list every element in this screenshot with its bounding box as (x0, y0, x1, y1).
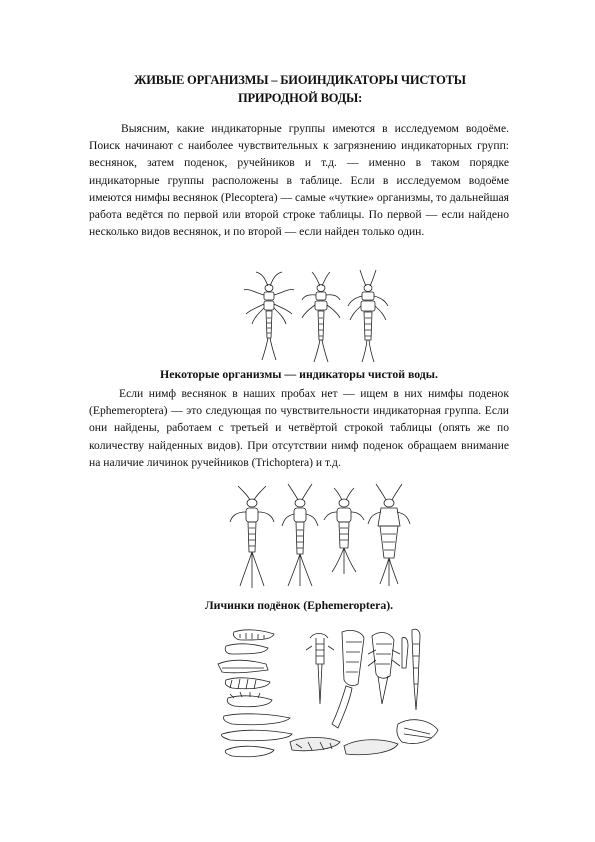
paragraph-intro: Выясним, какие индикаторные группы имеются в исследуемом водоёме. Поиск начинают с наиболее чувствительных к загрязнению индикаторных групп: веснянок, затем поденок, ручейников и т.д. — именно в таком порядке индикаторные группы расположены в таблице. Если в исследуемом водоёме имеются нимфы веснянок (Plecoptera) — самые «чуткие» организмы, то дальнейшая работа ведётся по первой или второй строке таблицы. По первой — если найдено несколько видов веснянок, и по второй — если найден только один. (89, 122, 509, 239)
mayfly-larva-2 (282, 484, 318, 586)
mayfly-larva-4 (368, 484, 410, 586)
stonefly-nymph-3 (348, 270, 388, 362)
page-title (75, 71, 525, 107)
figure-caption-mayflies: Личинки подёнок (Ephemeroptera). (204, 598, 394, 612)
larva-left-column (218, 630, 292, 757)
larva-upper-middle (306, 634, 334, 705)
stonefly-nymph-2 (302, 272, 340, 362)
title-line-1: ЖИВЫЕ ОРГАНИЗМЫ – БИОИНДИКАТОРЫ ЧИСТОТЫ (134, 73, 466, 87)
larva-middle-cases (290, 738, 398, 755)
stonefly-nymph-1 (244, 272, 294, 360)
mayfly-larvae-figure (226, 482, 414, 592)
stonefly-nymphs-figure (242, 268, 390, 364)
paragraph-mayflies: Если нимф веснянок в наших пробах нет — ищем в них нимфы поденок (Ephemeroptera) — это следующая по чувствительности индикаторная группа. Если они найдены, работаем с третьей и четвёртой строкой таблицы (опять же по количеству найденных видов). При отсутствии нимф поденок обращаем внимание на наличие личинок ручейников (Trichoptera) и т.д. (89, 387, 509, 469)
title-line-2: ПРИРОДНОЙ ВОДЫ: (237, 91, 363, 105)
caddisfly-larvae-figure (212, 624, 444, 766)
larva-right (368, 633, 400, 704)
mayfly-larva-3 (324, 488, 364, 574)
figure-caption-stoneflies: Некоторые организмы — индикаторы чистой воды. (160, 367, 438, 381)
mayfly-larva-1 (230, 486, 274, 588)
larva-center (332, 630, 364, 728)
larva-bottom-right (397, 720, 438, 744)
larva-far-right (402, 629, 420, 710)
